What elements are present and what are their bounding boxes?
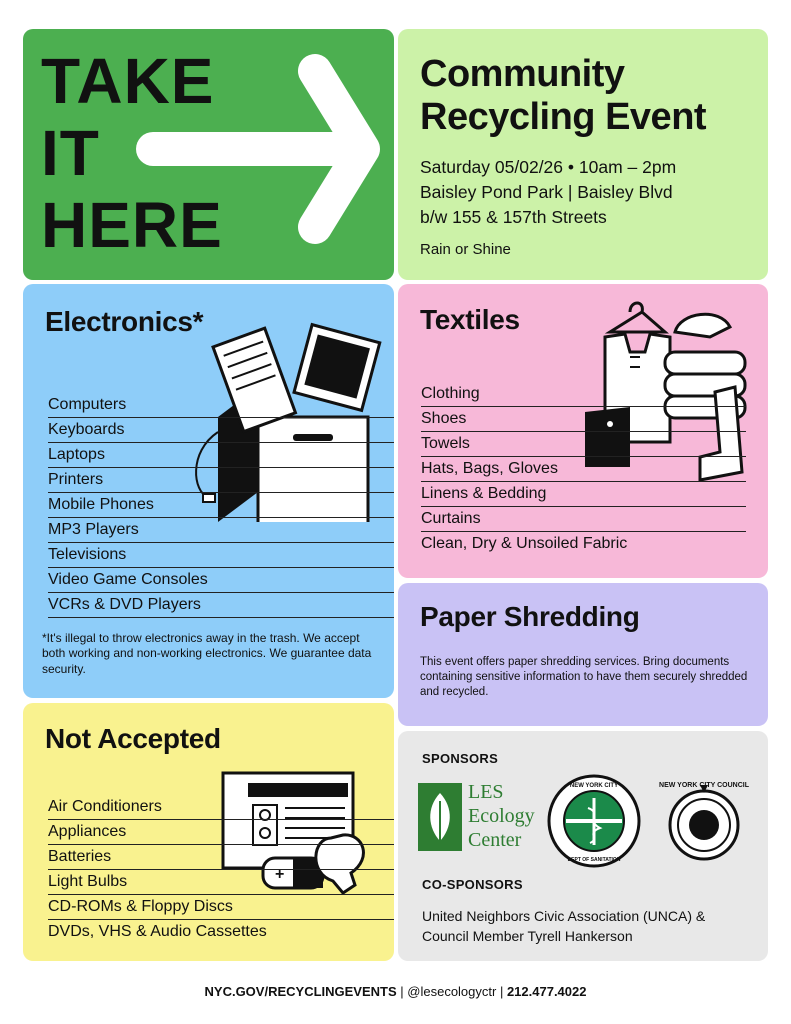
svg-text:+: + [275,866,285,883]
not-accepted-list [48,795,394,945]
list-item: Keyboards [48,418,394,443]
list-item: VCRs & DVD Players [48,593,394,618]
paper-shredding-title: Paper Shredding [420,601,640,632]
list-item: MP3 Players [48,518,394,543]
list-item: Televisions [48,543,394,568]
svg-text:NEW YORK CITY: NEW YORK CITY [569,783,619,789]
list-item: Computers [48,393,394,418]
event-panel [398,29,768,280]
paper-shredding-body: This event offers paper shredding services. Bring documents containing sensitive information to have them securely shredded and recycled. [420,656,748,699]
list-item: Air Conditioners [48,795,394,820]
les-leaf-logo [418,783,462,851]
list-item: Batteries [48,845,394,870]
co-sponsor-line1: United Neighbors Civic Association (UNCA) & [422,908,706,924]
list-item: Linens & Bedding [421,482,746,507]
paper-shredding-panel [398,583,768,726]
textiles-title: Textiles [420,304,520,335]
event-title [420,53,706,138]
svg-text:NEW YORK CITY COUNCIL: NEW YORK CITY COUNCIL [659,782,749,789]
co-sponsor-line2: Council Member Tyrell Hankerson [422,927,633,944]
list-item: Curtains [421,507,746,532]
take-word: TAKE [41,45,215,117]
textiles-panel [398,284,768,578]
co-sponsors-heading: CO-SPONSORS [422,877,523,892]
textiles-list [421,382,746,557]
list-item: Shoes [421,407,746,432]
electronics-list [48,393,394,618]
city-council-seal-icon [656,773,752,869]
list-item: Mobile Phones [48,493,394,518]
event-title-line2: Recycling Event [420,95,707,138]
leaf-icon [418,783,462,851]
les-logo-line1: LES [468,781,504,803]
list-item: DVDs, VHS & Audio Cassettes [48,923,267,940]
event-weather: Rain or Shine [420,241,511,258]
list-item: Laptops [48,443,394,468]
sponsors-heading: SPONSORS [422,751,499,766]
electronics-title: Electronics* [45,306,204,337]
list-item: Clean, Dry & Unsoiled Fabric [421,535,628,552]
electronics-note: *It's illegal to throw electronics away in the trash. We accept both working and non-working electronics. We guarantee data security. [42,631,372,676]
sponsors-panel [398,731,768,961]
not-accepted-panel [23,703,394,961]
list-item: Towels [421,432,746,457]
list-item: Light Bulbs [48,870,394,895]
event-title-line1: Community [420,53,625,95]
footer-url[interactable]: NYC.GOV/RECYCLINGEVENTS [204,984,397,999]
footer [0,984,791,999]
here-word: HERE [41,189,223,261]
list-item: Appliances [48,820,394,845]
event-date: Saturday 05/02/26 • 10am – 2pm [420,157,677,177]
list-item: Clothing [421,382,746,407]
list-item: Hats, Bags, Gloves [421,457,746,482]
list-item: Printers [48,468,394,493]
arrow-right-icon [23,29,394,280]
list-item: Video Game Consoles [48,568,394,593]
footer-phone: 212.477.4022 [506,984,587,999]
co-sponsors-text [422,907,705,946]
not-accepted-title: Not Accepted [45,723,221,754]
take-it-here-panel [23,29,394,280]
event-location-line1: Baisley Pond Park | Baisley Blvd [420,182,673,202]
les-logo-line3: Center [468,829,522,851]
dsny-seal-icon [546,773,642,869]
it-word: IT [41,117,100,189]
list-item: CD-ROMs & Floppy Discs [48,895,394,920]
event-location-line2: b/w 155 & 157th Streets [420,207,607,227]
electronics-panel [23,284,394,698]
footer-handle: | @lesecologyctr | [400,984,504,999]
svg-text:DEPT OF SANITATION: DEPT OF SANITATION [567,857,621,863]
les-logo-line2: Ecology [468,805,535,827]
